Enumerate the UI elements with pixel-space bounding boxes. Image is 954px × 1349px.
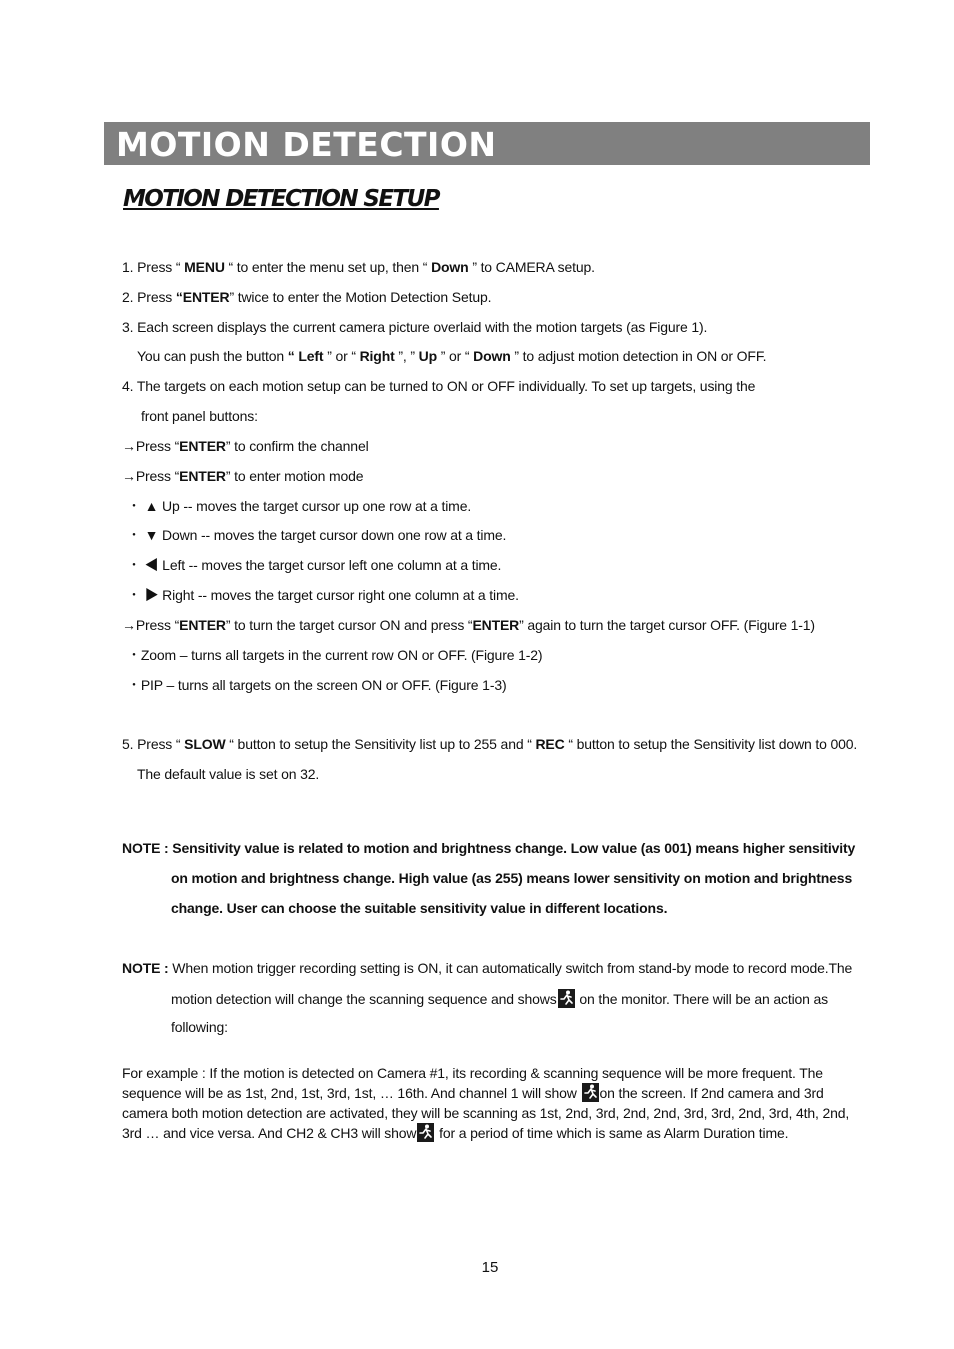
bullet-down: ・ ▼ Down -- moves the target cursor down one row at a time. [127, 527, 507, 543]
page-number: 15 [481, 1259, 499, 1276]
step-2: 2. Press “ENTER” twice to enter the Motion Detection Setup. [122, 289, 492, 305]
running-person-icon [558, 989, 575, 1008]
arrow-step-confirm-channel: →Press “ENTER” to confirm the channel [122, 438, 369, 454]
step-5: 5. Press “ SLOW “ button to setup the Sensitivity list up to 255 and “ REC “ button to setup the Sensitivity list down to 000. [122, 736, 858, 752]
arrow-step-motion-mode: →Press “ENTER” to enter motion mode [122, 468, 364, 484]
step-5-continued: The default value is set on 32. [137, 766, 320, 782]
example-paragraph: For example : If the motion is detected on Camera #1, its recording & scanning sequence will be more frequent. The sequence will be as 1st, 2nd, 1st, 3rd, 1st, … 16th. And channel 1 will show on the screen. If 2nd camera and 3rd camera both motion detection are activated, they will be scanning as 1st, 2nd, 3rd, 2nd, 2nd, 3rd, 3rd, 2nd, 3rd, 4th, 2nd, 3rd … and vice versa. And CH2 & CH3 will show for a period of time which is same as Alarm Duration time. [122, 1065, 850, 1141]
bullet-zoom: ・Zoom – turns all targets in the current row ON or OFF. (Figure 1-2) [127, 647, 543, 663]
note-trigger-line-3: following: [171, 1019, 228, 1035]
bullet-up: ・ ▲ Up -- moves the target cursor up one row at a time. [127, 498, 472, 514]
step-4-continued: front panel buttons: [141, 408, 258, 424]
note-label: NOTE : [122, 960, 169, 976]
bullet-left: ・ ◀ Left -- moves the target cursor left one column at a time. [127, 557, 502, 573]
step-3-continued: You can push the button “ Left ” or “ Right ”, ” Up ” or “ Down ” to adjust motion detection in ON or OFF. [137, 348, 767, 364]
note-sensitivity-line-3: change. User can choose the suitable sensitivity value in different locations. [171, 900, 668, 916]
note-sensitivity-line-1: NOTE : Sensitivity value is related to motion and brightness change. Low value (as 001) means higher sensitivity [122, 840, 856, 856]
step-3: 3. Each screen displays the current camera picture overlaid with the motion targets (as Figure 1). [122, 319, 708, 335]
running-person-icon [417, 1123, 434, 1142]
bullet-right: ・ ▶ Right -- moves the target cursor right one column at a time. [127, 587, 519, 603]
arrow-step-toggle-cursor: →Press “ENTER” to turn the target cursor ON and press “ENTER” again to turn the target cursor OFF. (Figure 1-1) [122, 617, 815, 633]
note-sensitivity-line-2: on motion and brightness change. High value (as 255) means lower sensitivity on motion and brightness [171, 870, 853, 886]
page-title: MOTION DETECTION [116, 125, 497, 164]
section-banner [104, 122, 870, 165]
bullet-pip: ・PIP – turns all targets on the screen ON or OFF. (Figure 1-3) [127, 677, 507, 693]
step-1: 1. Press “ MENU “ to enter the menu set up, then “ Down ” to CAMERA setup. [122, 259, 595, 275]
note-trigger-line-2: motion detection will change the scanning sequence and shows on the monitor. There will be an action as [171, 991, 829, 1007]
note-trigger-line-1: NOTE : When motion trigger recording setting is ON, it can automatically switch from stand-by mode to record mode.The [122, 960, 853, 976]
step-4: 4. The targets on each motion setup can be turned to ON or OFF individually. To set up targets, using the [122, 378, 756, 394]
running-person-icon [582, 1083, 599, 1102]
section-subtitle: MOTION DETECTION SETUP [123, 186, 439, 212]
